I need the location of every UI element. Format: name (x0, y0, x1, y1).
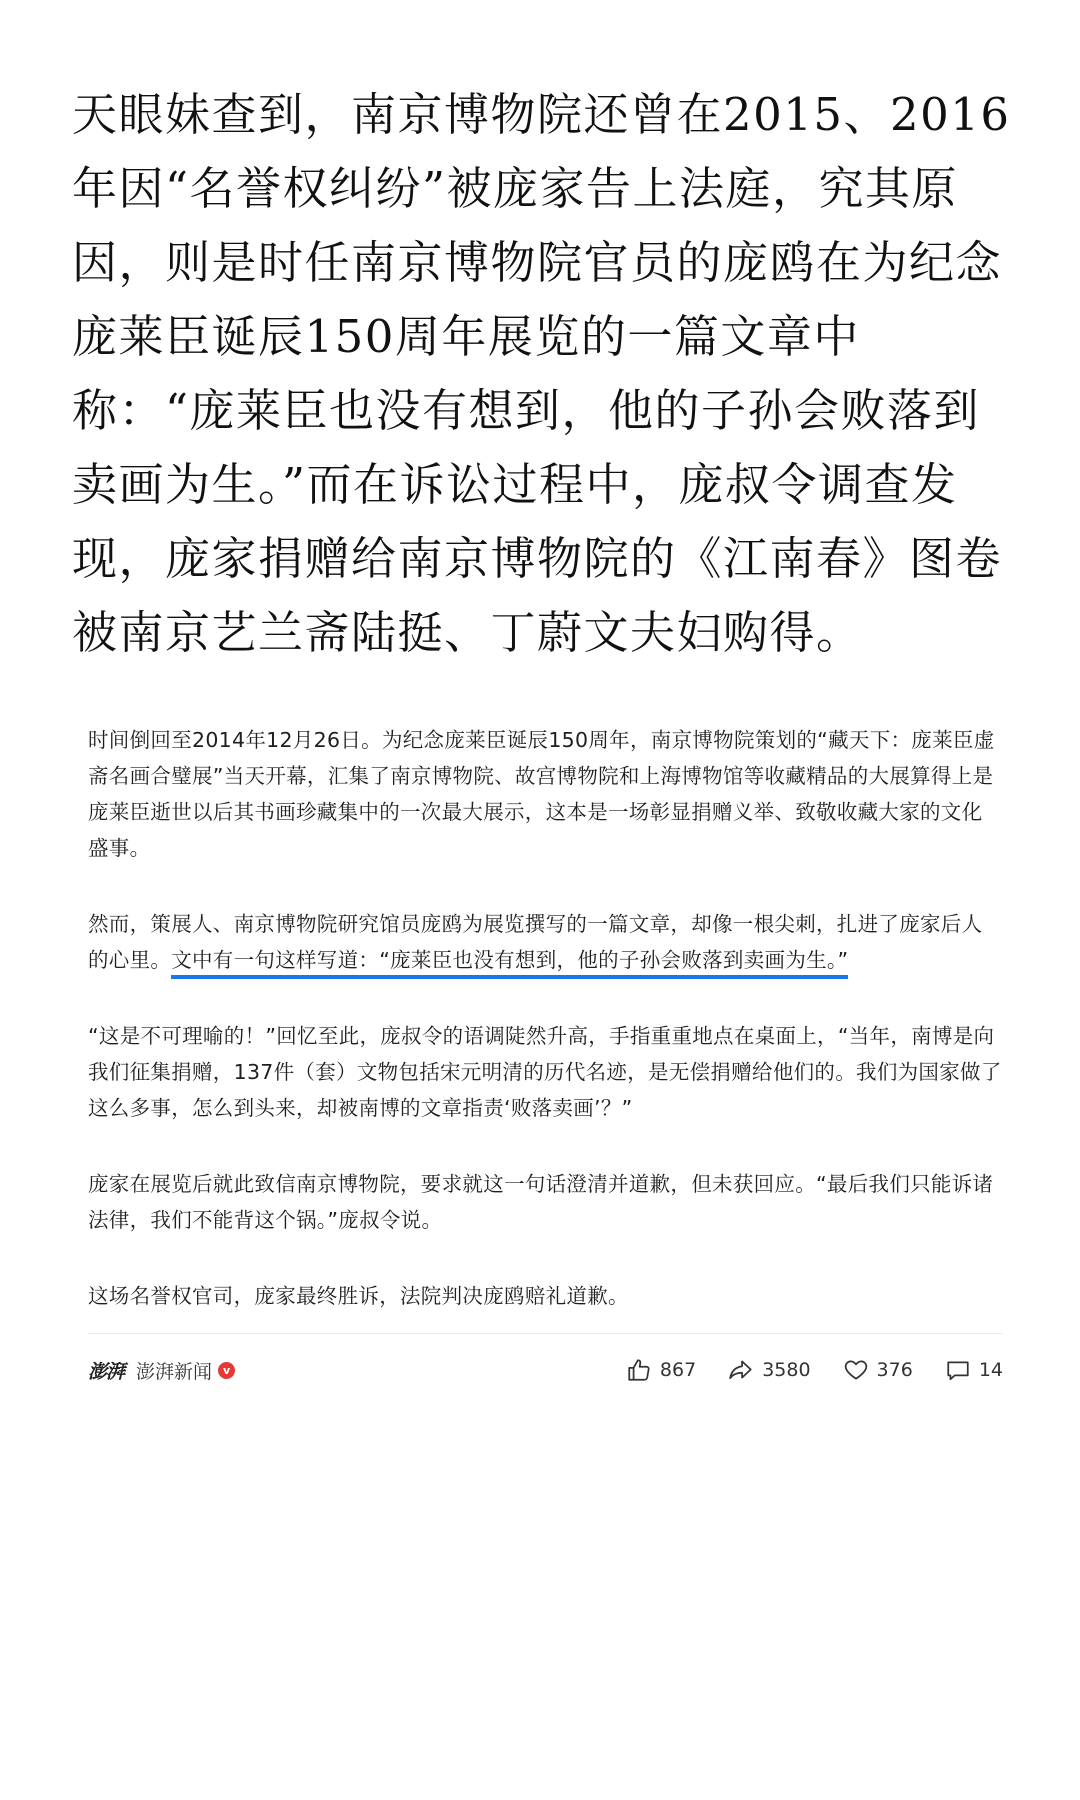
like-button[interactable] (626, 1357, 696, 1383)
article-paragraph-2 (88, 906, 1003, 978)
thumbs-up-icon (626, 1357, 652, 1383)
favorite-button[interactable] (843, 1357, 913, 1383)
heart-icon (843, 1357, 869, 1383)
article-paragraph-5: 这场名誉权官司，庞家最终胜诉，法院判决庞鸥赔礼道歉。 (88, 1284, 629, 1308)
favorite-count: 376 (876, 1359, 913, 1381)
share-count: 3580 (762, 1359, 811, 1381)
comment-button[interactable] (945, 1357, 1003, 1383)
headline-text: 天眼妹查到，南京博物院还曾在2015、2016年因“名誉权纠纷”被庞家告上法庭，究其原因，则是时任南京博物院官员的庞鸥在为纪念庞莱臣诞辰150周年展览的一篇文章中称：“庞莱臣也没有想到，他的子孙会败落到卖画为生。”而在诉讼过程中，庞叔令调查发现，庞家捐赠给南京博物院的《江南春》图卷被南京艺兰斋陆挺、丁蔚文夫妇购得。 (72, 88, 1011, 659)
article-paragraph-4: 庞家在展览后就此致信南京博物院，要求就这一句话澄清并道歉，但未获回应。“最后我们只能诉诸法律，我们不能背这个锅。”庞叔令说。 (88, 1172, 994, 1232)
share-arrow-icon (728, 1357, 754, 1383)
source-logo: 澎湃 (88, 1360, 125, 1383)
highlighted-quote: 文中有一句这样写道：“庞莱臣也没有想到，他的子孙会败落到卖画为生。” (171, 948, 848, 979)
article-footer (88, 1348, 1003, 1392)
article-paragraph-1: 时间倒回至2014年12月26日。为纪念庞莱臣诞辰150周年，南京博物院策划的“藏天下：庞莱臣虚斋名画合璧展”当天开幕，汇集了南京博物院、故宫博物院和上海博物馆等收藏精品的大展算得上是庞莱臣逝世以后其书画珍藏集中的一次最大展示，这本是一场彰显捐赠义举、致敬收藏大家的文化盛事。 (88, 728, 995, 860)
article-paragraph-2-lead: 然而，策展人、南京博物院研究馆员庞鸥为展览撰写的一篇文章，却像一根尖刺，扎进了庞家后人的心里。 (88, 912, 983, 972)
article-paragraph-3: “这是不可理喻的！”回忆至此，庞叔令的语调陡然升高，手指重重地点在桌面上，“当年，南博是向我们征集捐赠，137件（套）文物包括宋元明清的历代名迹，是无偿捐赠给他们的。我们为国家做了这么多事，怎么到头来，却被南博的文章指责‘败落卖画’？” (88, 1024, 1002, 1120)
like-count: 867 (659, 1359, 697, 1381)
footer-divider (88, 1333, 1003, 1334)
source-account[interactable] (88, 1357, 235, 1384)
share-button[interactable] (728, 1357, 810, 1383)
source-name[interactable]: 澎湃新闻 (136, 1360, 213, 1383)
engagement-stats (626, 1357, 1003, 1383)
verified-badge-icon: v (218, 1362, 235, 1379)
quoted-article (88, 722, 1003, 1354)
comment-count: 14 (978, 1359, 1003, 1381)
comment-bubble-icon (945, 1357, 971, 1383)
